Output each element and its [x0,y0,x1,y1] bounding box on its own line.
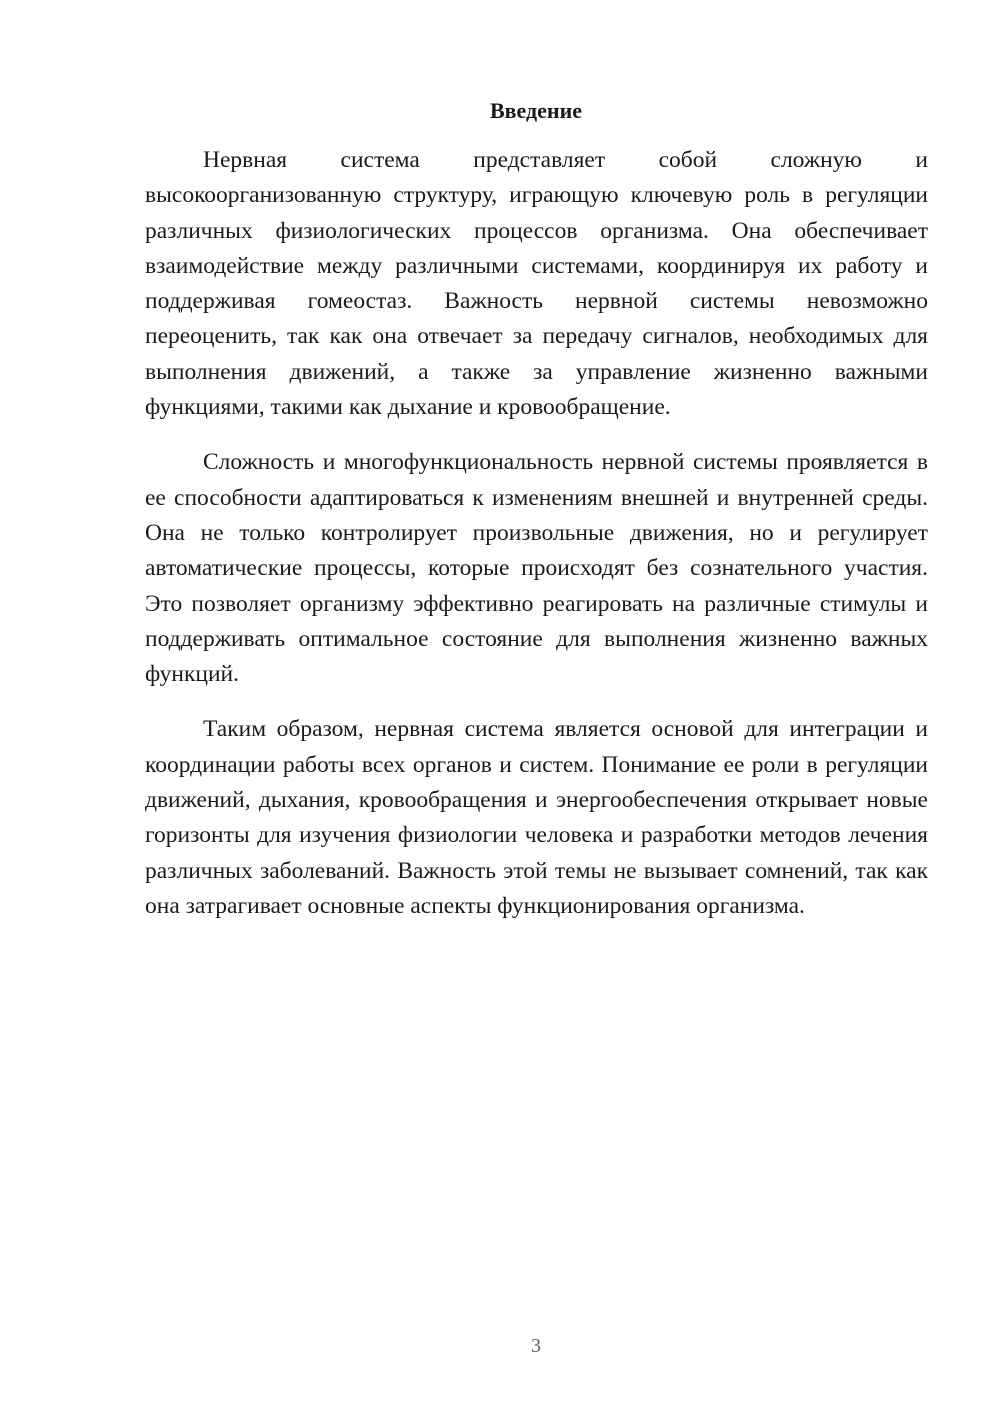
paragraph-2: Сложность и многофункциональность нервной системы проявляется в ее способности адаптироваться к изменениям внешней и внутренней среды. Она не только контролирует произвольные движения, но и регулирует автоматические процессы, которые происходят без сознательного участия. Это позволяет организму эффективно реагировать на различные стимулы и поддерживать оптимальное состояние для выполнения жизненно важных функций. [145,449,928,688]
paragraph-3: Таким образом, нервная система является основой для интеграции и координации работы всех органов и систем. Понимание ее роли в регуляции движений, дыхания, кровообращения и энергообеспечения открывает новые горизонты для изучения физиологии человека и разработки методов лечения различных заболеваний. Важность этой темы не вызывает сомнений, так как она затрагивает основные аспекты функционирования организма. [145,716,928,919]
paragraph-1: Нервная система представляет собой сложную и высокоорганизованную структуру, играющую ключевую роль в регуляции различных физиологических процессов организма. Она обеспечивает взаимодействие между различными системами, координируя их работу и поддерживая гомеостаз. Важность нервной системы невозможно переоценить, так как она отвечает за передачу сигналов, необходимых для выполнения движений, а также за управление жизненно важными функциями, такими как дыхание и кровообращение. [145,147,928,421]
body-text [145,143,928,924]
page-number: 3 [531,1335,541,1357]
section-heading: Введение [489,98,583,123]
